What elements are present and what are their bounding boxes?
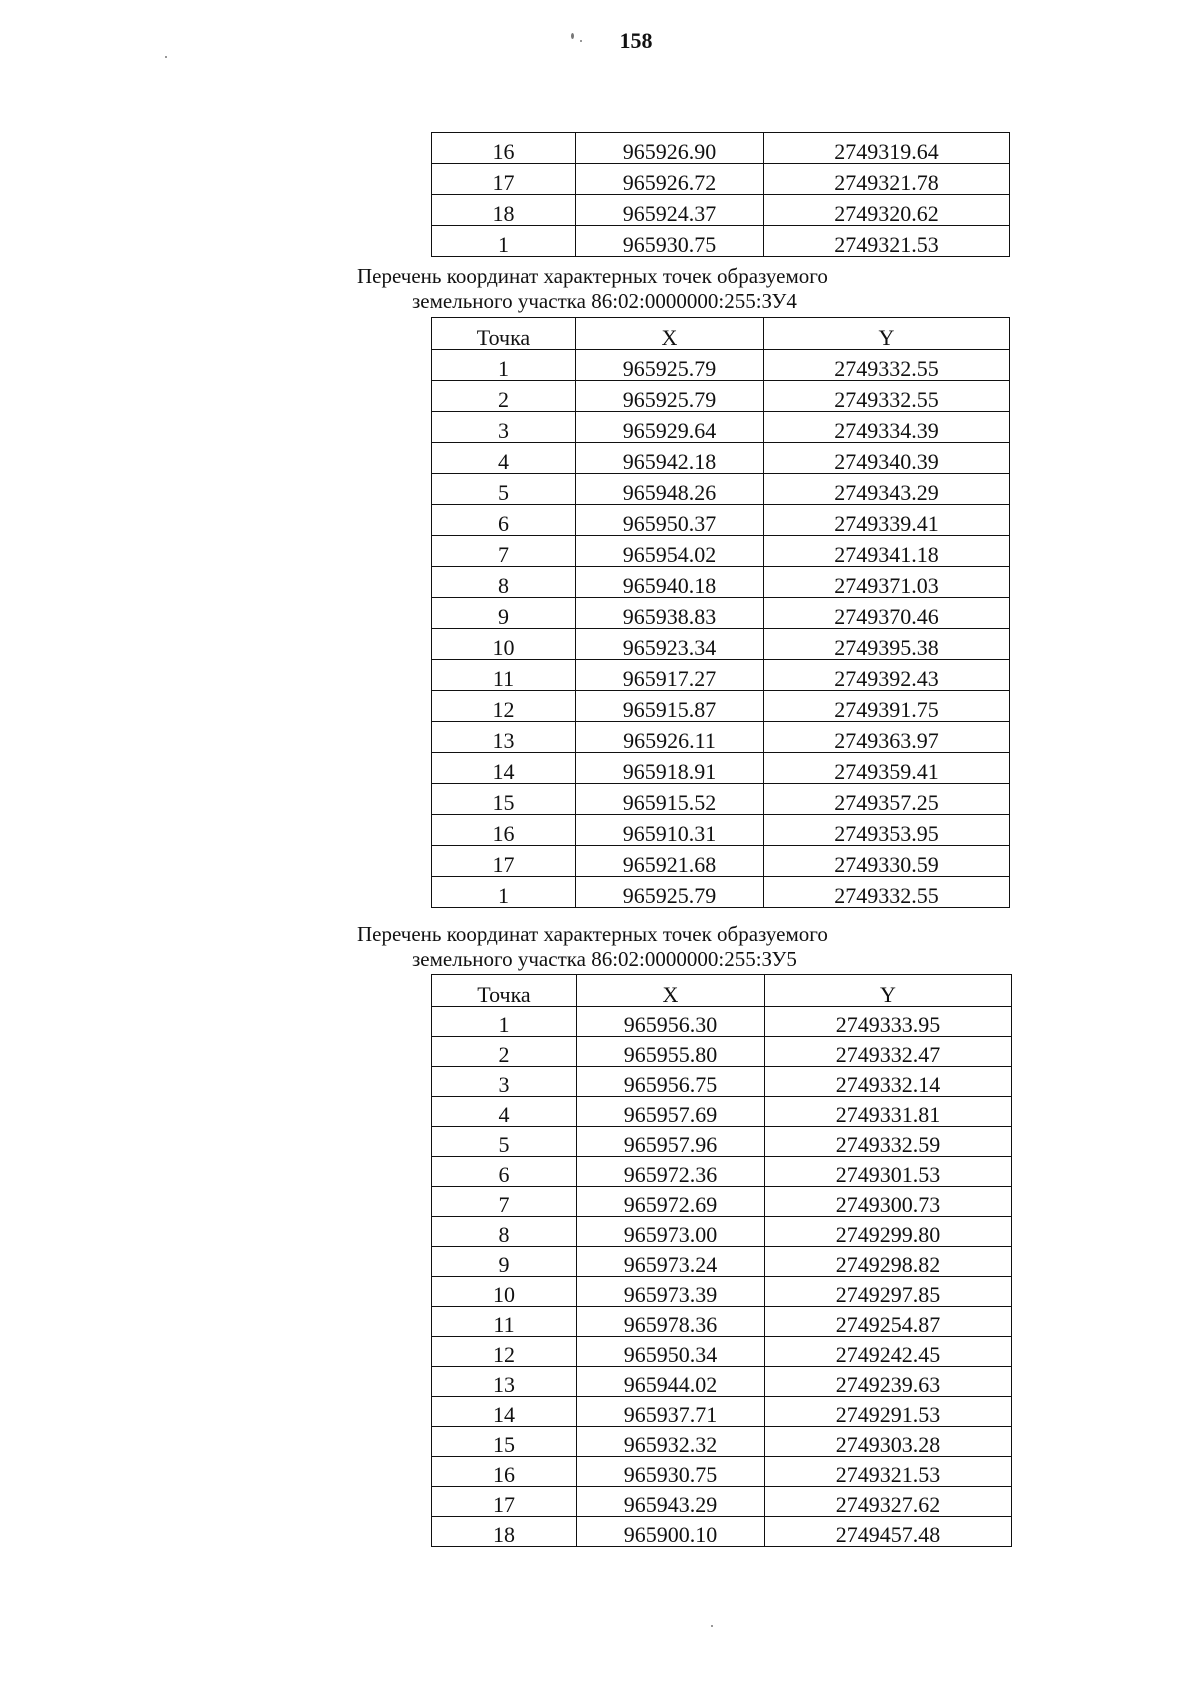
caption-line-2: земельного участка 86:02:0000000:255:ЗУ5 bbox=[412, 947, 797, 971]
coordinates-table-zu5 bbox=[431, 974, 1012, 1547]
cell-x: 965930.75 bbox=[577, 1457, 765, 1487]
table-row bbox=[432, 133, 1010, 164]
cell-y: 2749353.95 bbox=[764, 815, 1010, 846]
cell-x: 965957.69 bbox=[577, 1097, 765, 1127]
cell-y: 2749340.39 bbox=[764, 443, 1010, 474]
header-y: Y bbox=[764, 318, 1010, 350]
table-row bbox=[432, 164, 1010, 195]
cell-point: 17 bbox=[432, 164, 576, 195]
cell-y: 2749332.47 bbox=[765, 1037, 1012, 1067]
cell-x: 965972.36 bbox=[577, 1157, 765, 1187]
table-row bbox=[432, 1487, 1012, 1517]
header-point: Точка bbox=[432, 318, 576, 350]
cell-y: 2749363.97 bbox=[764, 722, 1010, 753]
cell-y: 2749320.62 bbox=[764, 195, 1010, 226]
cell-point: 7 bbox=[432, 536, 576, 567]
cell-point: 3 bbox=[432, 412, 576, 443]
table-row bbox=[432, 1337, 1012, 1367]
cell-x: 965910.31 bbox=[576, 815, 764, 846]
cell-x: 965926.72 bbox=[576, 164, 764, 195]
cell-point: 17 bbox=[432, 1487, 577, 1517]
table-row bbox=[432, 1367, 1012, 1397]
cell-point: 8 bbox=[432, 1217, 577, 1247]
cell-y: 2749332.14 bbox=[765, 1067, 1012, 1097]
cell-y: 2749297.85 bbox=[765, 1277, 1012, 1307]
cell-y: 2749332.55 bbox=[764, 381, 1010, 412]
header-x: X bbox=[577, 975, 765, 1007]
cell-point: 14 bbox=[432, 1397, 577, 1427]
coordinates-table-continued bbox=[431, 132, 1010, 257]
cell-x: 965943.29 bbox=[577, 1487, 765, 1517]
table-row bbox=[432, 505, 1010, 536]
cell-x: 965950.37 bbox=[576, 505, 764, 536]
cell-y: 2749391.75 bbox=[764, 691, 1010, 722]
table-row bbox=[432, 846, 1010, 877]
cell-x: 965942.18 bbox=[576, 443, 764, 474]
cell-x: 965940.18 bbox=[576, 567, 764, 598]
cell-x: 965932.32 bbox=[577, 1427, 765, 1457]
table-row bbox=[432, 1127, 1012, 1157]
cell-y: 2749321.53 bbox=[764, 226, 1010, 257]
cell-point: 6 bbox=[432, 505, 576, 536]
cell-point: 10 bbox=[432, 629, 576, 660]
cell-y: 2749332.55 bbox=[764, 877, 1010, 908]
cell-x: 965917.27 bbox=[576, 660, 764, 691]
table-header-row bbox=[432, 975, 1012, 1007]
cell-x: 965921.68 bbox=[576, 846, 764, 877]
cell-point: 2 bbox=[432, 1037, 577, 1067]
table-row bbox=[432, 1277, 1012, 1307]
cell-point: 11 bbox=[432, 1307, 577, 1337]
table-row bbox=[432, 536, 1010, 567]
cell-x: 965972.69 bbox=[577, 1187, 765, 1217]
cell-y: 2749334.39 bbox=[764, 412, 1010, 443]
table-row bbox=[432, 1517, 1012, 1547]
cell-x: 965955.80 bbox=[577, 1037, 765, 1067]
cell-x: 965929.64 bbox=[576, 412, 764, 443]
cell-x: 965956.30 bbox=[577, 1007, 765, 1037]
cell-y: 2749333.95 bbox=[765, 1007, 1012, 1037]
cell-y: 2749321.78 bbox=[764, 164, 1010, 195]
cell-x: 965918.91 bbox=[576, 753, 764, 784]
cell-y: 2749321.53 bbox=[765, 1457, 1012, 1487]
cell-point: 1 bbox=[432, 1007, 577, 1037]
cell-x: 965956.75 bbox=[577, 1067, 765, 1097]
cell-y: 2749395.38 bbox=[764, 629, 1010, 660]
cell-point: 11 bbox=[432, 660, 576, 691]
cell-point: 9 bbox=[432, 598, 576, 629]
cell-y: 2749254.87 bbox=[765, 1307, 1012, 1337]
table-row bbox=[432, 1007, 1012, 1037]
table-row bbox=[432, 691, 1010, 722]
cell-y: 2749359.41 bbox=[764, 753, 1010, 784]
header-x: X bbox=[576, 318, 764, 350]
cell-y: 2749457.48 bbox=[765, 1517, 1012, 1547]
cell-point: 13 bbox=[432, 722, 576, 753]
cell-point: 16 bbox=[432, 815, 576, 846]
cell-x: 965950.34 bbox=[577, 1337, 765, 1367]
table-row bbox=[432, 195, 1010, 226]
cell-point: 18 bbox=[432, 1517, 577, 1547]
cell-point: 3 bbox=[432, 1067, 577, 1097]
table-row bbox=[432, 1037, 1012, 1067]
cell-point: 1 bbox=[432, 877, 576, 908]
cell-y: 2749300.73 bbox=[765, 1187, 1012, 1217]
cell-x: 965926.90 bbox=[576, 133, 764, 164]
scan-speck bbox=[711, 1625, 713, 1627]
cell-y: 2749301.53 bbox=[765, 1157, 1012, 1187]
cell-y: 2749343.29 bbox=[764, 474, 1010, 505]
table-row bbox=[432, 1157, 1012, 1187]
table-row bbox=[432, 784, 1010, 815]
cell-point: 2 bbox=[432, 381, 576, 412]
scan-speck bbox=[165, 56, 167, 58]
cell-x: 965954.02 bbox=[576, 536, 764, 567]
table-row bbox=[432, 598, 1010, 629]
cell-x: 965944.02 bbox=[577, 1367, 765, 1397]
cell-x: 965957.96 bbox=[577, 1127, 765, 1157]
cell-point: 5 bbox=[432, 1127, 577, 1157]
cell-x: 965924.37 bbox=[576, 195, 764, 226]
caption-line-1: Перечень координат характерных точек образуемого bbox=[357, 264, 828, 288]
cell-point: 4 bbox=[432, 1097, 577, 1127]
cell-x: 965915.52 bbox=[576, 784, 764, 815]
cell-x: 965925.79 bbox=[576, 381, 764, 412]
cell-y: 2749332.55 bbox=[764, 350, 1010, 381]
cell-y: 2749330.59 bbox=[764, 846, 1010, 877]
cell-point: 18 bbox=[432, 195, 576, 226]
cell-point: 16 bbox=[432, 133, 576, 164]
cell-x: 965926.11 bbox=[576, 722, 764, 753]
cell-point: 5 bbox=[432, 474, 576, 505]
table-row bbox=[432, 1307, 1012, 1337]
cell-point: 16 bbox=[432, 1457, 577, 1487]
table-row bbox=[432, 660, 1010, 691]
cell-point: 15 bbox=[432, 784, 576, 815]
table-row bbox=[432, 1097, 1012, 1127]
cell-y: 2749319.64 bbox=[764, 133, 1010, 164]
table-row bbox=[432, 350, 1010, 381]
cell-y: 2749370.46 bbox=[764, 598, 1010, 629]
table-row bbox=[432, 722, 1010, 753]
cell-x: 965900.10 bbox=[577, 1517, 765, 1547]
cell-y: 2749331.81 bbox=[765, 1097, 1012, 1127]
table-row bbox=[432, 474, 1010, 505]
cell-point: 12 bbox=[432, 1337, 577, 1367]
cell-x: 965948.26 bbox=[576, 474, 764, 505]
table-row bbox=[432, 1457, 1012, 1487]
table-row bbox=[432, 1187, 1012, 1217]
table-row bbox=[432, 1397, 1012, 1427]
cell-point: 1 bbox=[432, 226, 576, 257]
cell-point: 14 bbox=[432, 753, 576, 784]
cell-y: 2749357.25 bbox=[764, 784, 1010, 815]
table-row bbox=[432, 877, 1010, 908]
cell-y: 2749242.45 bbox=[765, 1337, 1012, 1367]
cell-y: 2749341.18 bbox=[764, 536, 1010, 567]
coordinates-table-zu4 bbox=[431, 317, 1010, 908]
cell-point: 12 bbox=[432, 691, 576, 722]
cell-point: 7 bbox=[432, 1187, 577, 1217]
cell-x: 965937.71 bbox=[577, 1397, 765, 1427]
table-row bbox=[432, 226, 1010, 257]
cell-x: 965925.79 bbox=[576, 350, 764, 381]
table-row bbox=[432, 1427, 1012, 1457]
cell-x: 965923.34 bbox=[576, 629, 764, 660]
cell-x: 965973.00 bbox=[577, 1217, 765, 1247]
table-row bbox=[432, 1067, 1012, 1097]
table-row bbox=[432, 567, 1010, 598]
cell-y: 2749291.53 bbox=[765, 1397, 1012, 1427]
caption-line-2: земельного участка 86:02:0000000:255:ЗУ4 bbox=[412, 289, 797, 313]
caption-line-1: Перечень координат характерных точек образуемого bbox=[357, 922, 828, 946]
cell-x: 965973.24 bbox=[577, 1247, 765, 1277]
cell-point: 8 bbox=[432, 567, 576, 598]
cell-y: 2749298.82 bbox=[765, 1247, 1012, 1277]
cell-y: 2749332.59 bbox=[765, 1127, 1012, 1157]
cell-point: 9 bbox=[432, 1247, 577, 1277]
cell-y: 2749371.03 bbox=[764, 567, 1010, 598]
cell-x: 965915.87 bbox=[576, 691, 764, 722]
table-header-row bbox=[432, 318, 1010, 350]
table-row bbox=[432, 1217, 1012, 1247]
cell-x: 965925.79 bbox=[576, 877, 764, 908]
cell-point: 10 bbox=[432, 1277, 577, 1307]
page-number: 158 bbox=[619, 28, 653, 53]
cell-y: 2749303.28 bbox=[765, 1427, 1012, 1457]
table-row bbox=[432, 443, 1010, 474]
cell-point: 1 bbox=[432, 350, 576, 381]
cell-point: 15 bbox=[432, 1427, 577, 1457]
table-row bbox=[432, 753, 1010, 784]
table-row bbox=[432, 381, 1010, 412]
table-caption-zu4 bbox=[357, 264, 828, 314]
cell-y: 2749239.63 bbox=[765, 1367, 1012, 1397]
cell-point: 4 bbox=[432, 443, 576, 474]
cell-point: 13 bbox=[432, 1367, 577, 1397]
cell-x: 965938.83 bbox=[576, 598, 764, 629]
cell-point: 6 bbox=[432, 1157, 577, 1187]
cell-x: 965973.39 bbox=[577, 1277, 765, 1307]
table-row bbox=[432, 412, 1010, 443]
cell-y: 2749392.43 bbox=[764, 660, 1010, 691]
header-point: Точка bbox=[432, 975, 577, 1007]
cell-x: 965978.36 bbox=[577, 1307, 765, 1337]
cell-y: 2749299.80 bbox=[765, 1217, 1012, 1247]
cell-x: 965930.75 bbox=[576, 226, 764, 257]
cell-point: 17 bbox=[432, 846, 576, 877]
table-row bbox=[432, 815, 1010, 846]
table-row bbox=[432, 1247, 1012, 1277]
header-y: Y bbox=[765, 975, 1012, 1007]
table-row bbox=[432, 629, 1010, 660]
table-caption-zu5 bbox=[357, 922, 828, 972]
cell-y: 2749327.62 bbox=[765, 1487, 1012, 1517]
cell-y: 2749339.41 bbox=[764, 505, 1010, 536]
